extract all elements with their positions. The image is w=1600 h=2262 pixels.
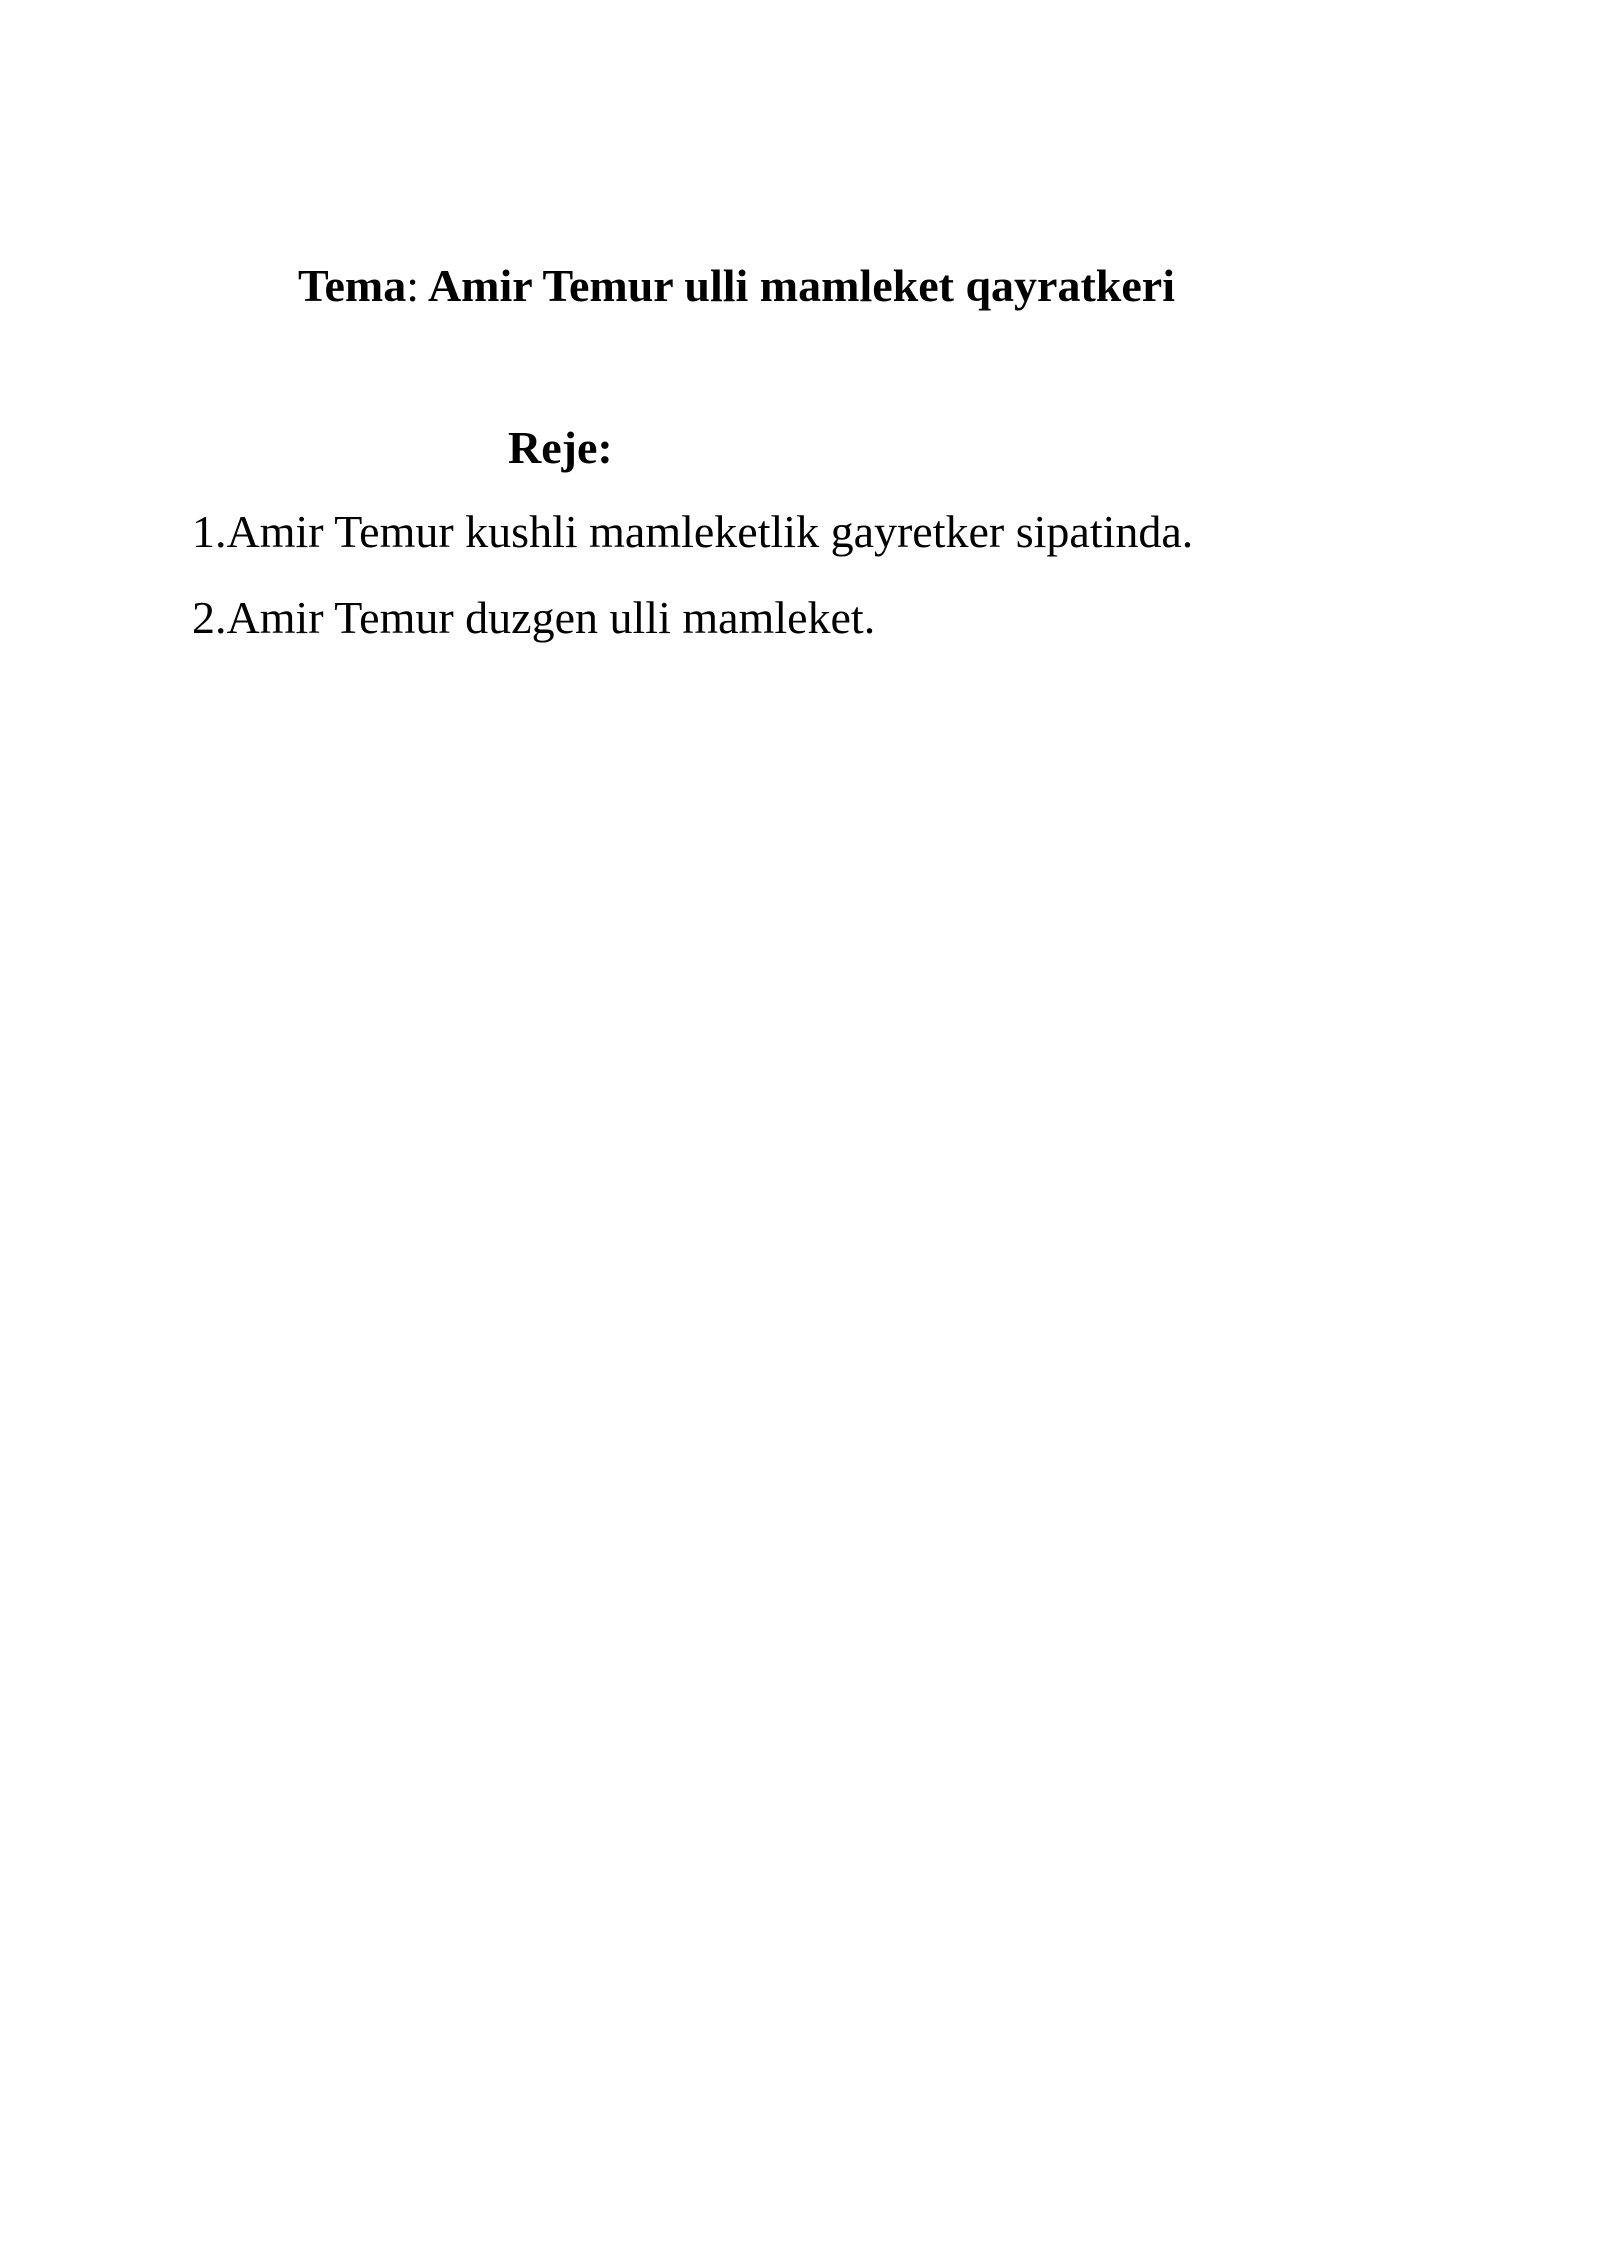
plan-heading: Reje: [508,422,613,473]
plan-item-1: 1.Amir Temur kushli mamleketlik gayretker sipatinda. [192,506,1194,557]
plan-list [192,502,1193,674]
document-title [298,256,1175,316]
title-text: Amir Temur ulli mamleket qayratkeri [418,260,1175,311]
plan-item-2: 2.Amir Temur duzgen ulli mamleket. [192,592,876,643]
title-label: Tema [298,260,407,311]
title-separator: : [406,260,419,311]
